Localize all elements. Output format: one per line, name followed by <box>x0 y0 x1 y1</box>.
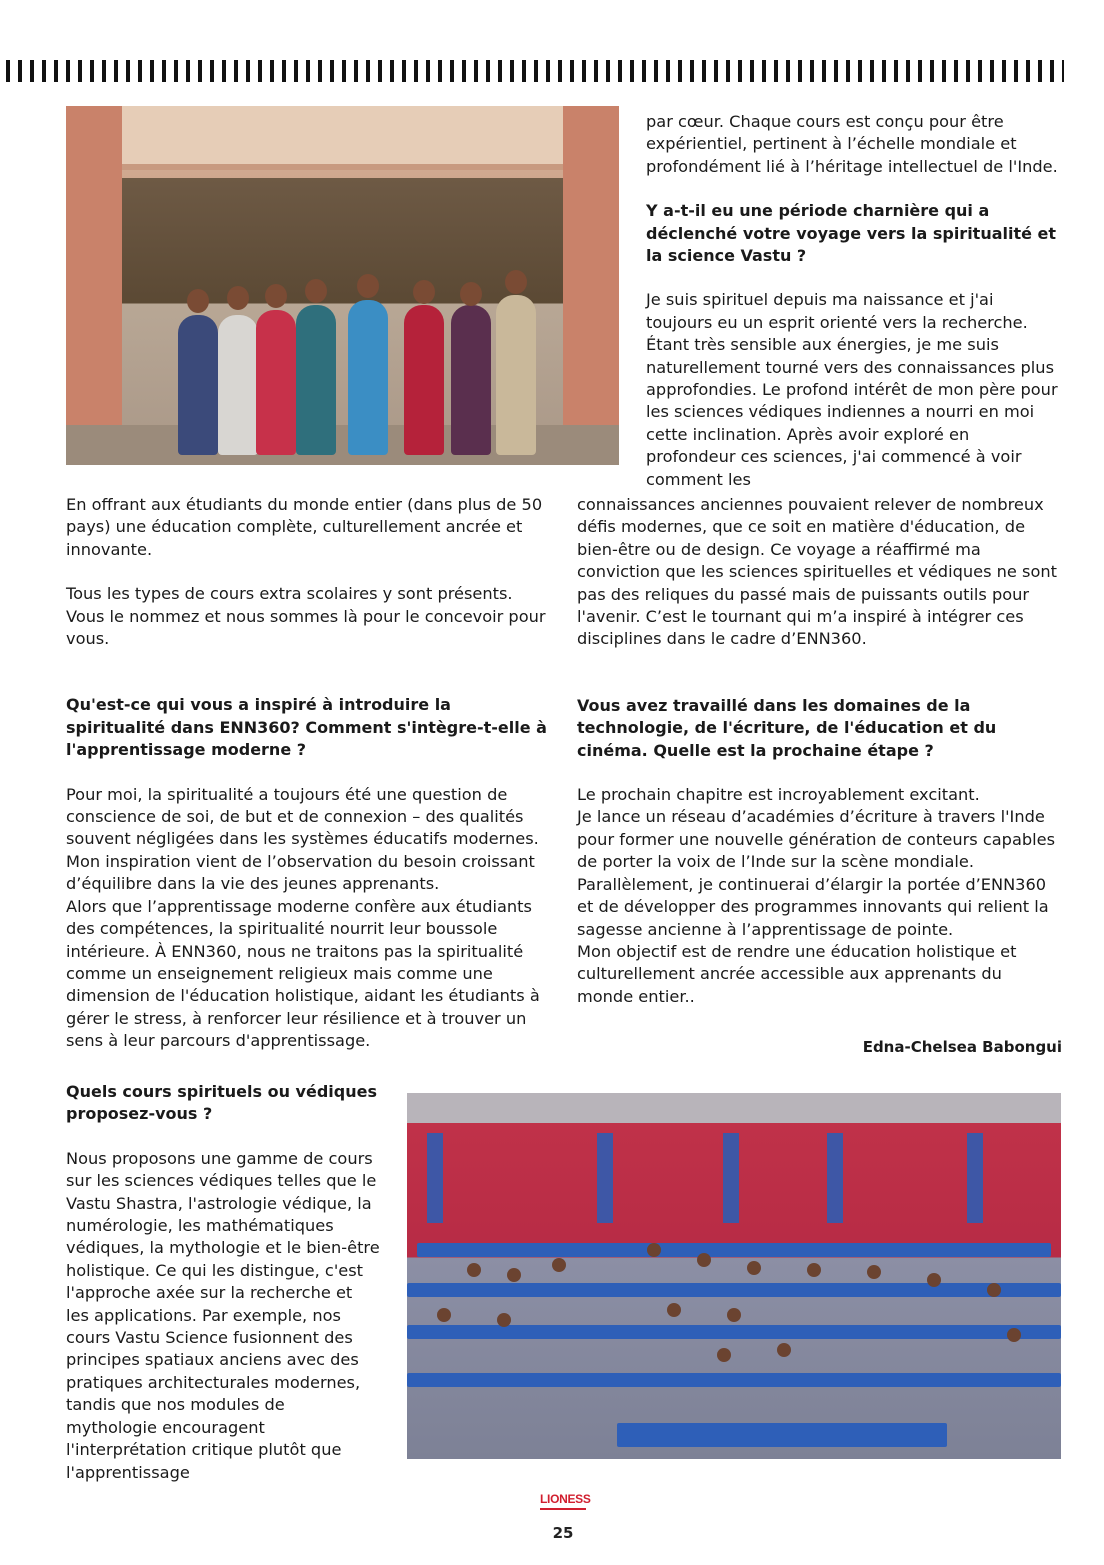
magazine-logo: LIONESS <box>540 1492 586 1510</box>
left-column <box>66 494 552 1053</box>
page-number: 25 <box>552 1524 574 1542</box>
question-1: Qu'est-ce qui vous a inspiré à introduire la spiritualité dans ENN360? Comment s'intègre-t-elle à l'apprentissage moderne ? <box>66 695 547 760</box>
question-2: Quels cours spirituels ou védiques proposez-vous ? <box>66 1082 377 1124</box>
intro-paragraph-1: En offrant aux étudiants du monde entier (dans plus de 50 pays) une éducation complète, culturellement ancrée et innovante. <box>66 495 543 559</box>
intro-paragraph-2: Tous les types de cours extra scolaires y sont présents. Vous le nommez et nous sommes là pour le concevoir pour vous. <box>66 584 546 649</box>
top-stripe-border <box>6 60 1064 82</box>
answer-3-top: Je suis spirituel depuis ma naissance et j'ai toujours eu un esprit orienté vers la recherche. Étant très sensible aux énergies, je me suis naturellement tourné vers des connaissances plus approfondies. Le profond intérêt de mon père pour les sciences védiques indiennes a nourri en moi cette inclination. Après avoir exploré en profondeur ces sciences, j'ai commencé à voir comment les <box>646 290 1058 489</box>
left-column-bottom <box>66 1081 380 1484</box>
answer-4-line-4: Mon objectif est de rendre une éducation holistique et culturellement ancrée accessible aux apprenants du monde entier.. <box>577 941 1017 1006</box>
author-credit: Edna-Chelsea Babongui <box>862 1038 1062 1056</box>
group-photo <box>66 106 619 465</box>
answer-4-line-2: Je lance un réseau d’académies d’écriture à travers l'Inde pour former une nouvelle génération de conteurs capables de porter la voix de l’Inde sur la scène mondiale. <box>577 807 1056 872</box>
continued-paragraph: par cœur. Chaque cours est conçu pour être expérientiel, pertinent à l’échelle mondiale et profondément lié à l’héritage intellectuel de l'Inde. <box>646 112 1058 176</box>
classroom-photo <box>407 1093 1061 1459</box>
right-column <box>577 494 1063 1008</box>
answer-4-line-1: Le prochain chapitre est incroyablement excitant. <box>577 785 980 805</box>
answer-1-paragraph-1: Pour moi, la spiritualité a toujours été une question de conscience de soi, de but et de connexion – des qualités souvent négligées dans les systèmes éducatifs modernes. Mon inspiration vient de l’observation du besoin croissant d’équilibre dans la vie des jeunes apprenants. <box>66 784 539 894</box>
answer-3-bottom: connaissances anciennes pouvaient relever de nombreux défis modernes, que ce soit en matière d'éducation, de bien-être ou de design. Ce voyage a réaffirmé ma conviction que les sciences spirituelles et védiques ne sont pas des reliques du passé mais de puissants outils pour l'avenir. C’est le tournant qui m’a inspiré à intégrer ces disciplines dans le cadre d’ENN360. <box>577 495 1057 649</box>
question-4: Vous avez travaillé dans les domaines de la technologie, de l'écriture, de l'éducation et du cinéma. Quelle est la prochaine étape ? <box>577 695 997 760</box>
question-3: Y a-t-il eu une période charnière qui a déclenché votre voyage vers la spiritualité et la science Vastu ? <box>646 201 1057 266</box>
answer-4-line-3: Parallèlement, je continuerai d’élargir la portée d’ENN360 et de développer des programmes innovants qui relient la sagesse ancienne à l’apprentissage de pointe. <box>577 874 1049 939</box>
answer-2: Nous proposons une gamme de cours sur les sciences védiques telles que le Vastu Shastra, l'astrologie védique, la numérologie, les mathématiques védiques, la mythologie et le bien-être holistique. Ce qui les distingue, c'est l'approche axée sur la recherche et les applications. Par exemple, nos cours Vastu Science fusionnent des principes spatiaux anciens avec des pratiques architecturales modernes, tandis que nos modules de mythologie encouragent l'interprétation critique plutôt que l'apprentissage <box>66 1148 380 1482</box>
answer-1-paragraph-2: Alors que l’apprentissage moderne confère aux étudiants des compétences, la spiritualité nourrit leur boussole intérieure. À ENN360, nous ne traitons pas la spiritualité comme un enseignement religieux mais comme une dimension de l'éducation holistique, aidant les étudiants à gérer le stress, à renforcer leur résilience et à trouver un sens à leur parcours d'apprentissage. <box>66 896 540 1051</box>
right-column-top <box>646 111 1062 491</box>
